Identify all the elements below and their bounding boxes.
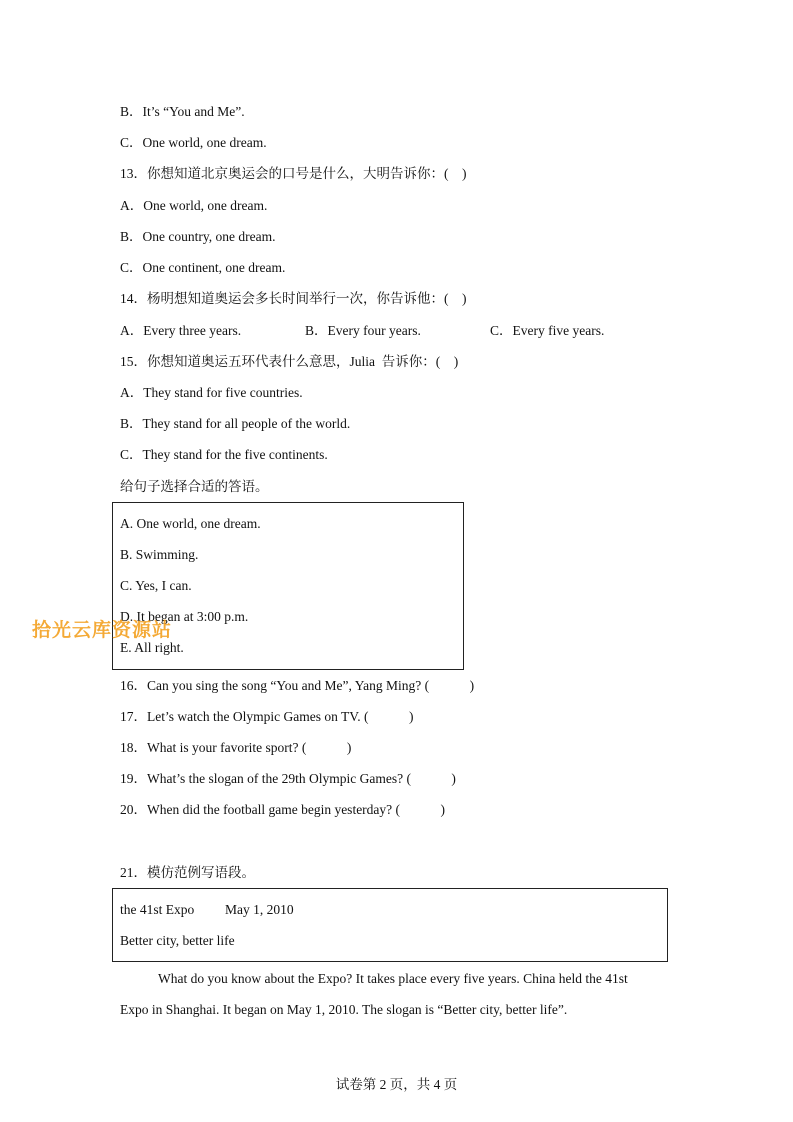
q14-stem: 14．杨明想知道奥运会多长时间举行一次，你告诉他：( ) <box>120 291 467 306</box>
q13-stem: 13．你想知道北京奥运会的口号是什么，大明告诉你：( ) <box>120 166 467 181</box>
question-20: 20．When did the football game begin yesterday? ( ) <box>120 802 446 817</box>
q12-option-c: C．One world, one dream. <box>120 135 267 150</box>
question-17: 17．Let’s watch the Olympic Games on TV. ( ) <box>120 709 414 724</box>
choice-e: E. All right. <box>120 640 184 655</box>
q13-option-a: A．One world, one dream. <box>120 198 268 213</box>
sample-paragraph-line-1: What do you know about the Expo? It takes place every five years. China held the 41st <box>158 971 628 986</box>
q14-option-b: B．Every four years. <box>305 323 421 338</box>
q15-option-c: C．They stand for the five continents. <box>120 447 328 462</box>
q14-option-a: A．Every three years. <box>120 323 242 338</box>
q15-option-a: A．They stand for five countries. <box>120 385 303 400</box>
q15-option-b: B．They stand for all people of the world. <box>120 416 351 431</box>
q21-stem: 21．模仿范例写语段。 <box>120 865 255 880</box>
watermark-text: 拾光云库资源站 <box>32 619 173 641</box>
choice-a: A. One world, one dream. <box>120 516 261 531</box>
choice-c: C. Yes, I can. <box>120 578 192 593</box>
example-date: May 1, 2010 <box>225 902 294 917</box>
q15-stem: 15．你想知道奥运五环代表什么意思，Julia 告诉你：( ) <box>120 354 459 369</box>
q13-option-c: C．One continent, one dream. <box>120 260 286 275</box>
q12-option-b: B．It’s “You and Me”. <box>120 104 245 119</box>
question-16: 16．Can you sing the song “You and Me”, Yang Ming? ( ) <box>120 678 475 693</box>
example-event: the 41st Expo <box>120 902 195 917</box>
sample-paragraph-line-2: Expo in Shanghai. It began on May 1, 2010. The slogan is “Better city, better life”. <box>120 1002 568 1017</box>
matching-instruction: 给句子选择合适的答语。 <box>120 479 269 494</box>
q13-option-b: B．One country, one dream. <box>120 229 276 244</box>
choice-d: D. It began at 3:00 p.m. <box>120 609 249 624</box>
example-slogan: Better city, better life <box>120 933 235 948</box>
page-footer: 试卷第 2 页，共 4 页 <box>335 1077 458 1092</box>
question-18: 18．What is your favorite sport? ( ) <box>120 740 352 755</box>
choice-b: B. Swimming. <box>120 547 199 562</box>
q14-option-c: C．Every five years. <box>490 323 605 338</box>
question-19: 19．What’s the slogan of the 29th Olympic Games? ( ) <box>120 771 456 786</box>
example-box <box>112 888 668 962</box>
